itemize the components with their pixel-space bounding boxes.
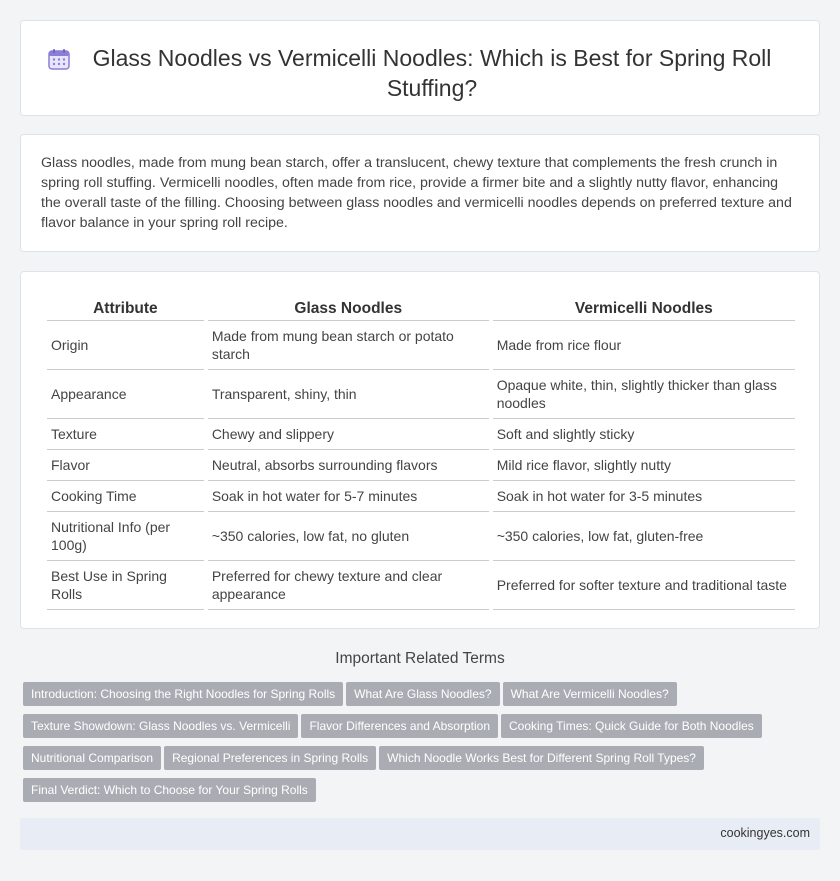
related-term-tag[interactable]: What Are Glass Noodles? [346,682,499,706]
page-title: Glass Noodles vs Vermicelli Noodles: Which is Best for Spring Roll Stuffing? [92,45,772,101]
attribute-cell: Origin [47,321,204,370]
related-term-tag[interactable]: What Are Vermicelli Noodles? [503,682,677,706]
intro-paragraph: Glass noodles, made from mung bean starch, offer a translucent, chewy texture that complements the fresh crunch in spring roll stuffing. Vermicelli noodles, often made from rice, provide a firmer bite and a slightly nutty flavor, enhancing the overall taste of the filling. Choosing between glass noodles and vermicelli noodles depends on preferred texture and flavor balance in your spring roll recipe. [41,155,792,231]
vermicelli-cell: Soak in hot water for 3-5 minutes [493,481,795,512]
related-term-tag[interactable]: Which Noodle Works Best for Different Spring Roll Types? [379,746,704,770]
glass-cell: Neutral, absorbs surrounding flavors [208,450,489,481]
footer-site-name[interactable]: cookingyes.com [720,826,810,840]
comparison-table [43,294,799,610]
comparison-card [20,271,820,629]
table-row [47,512,795,561]
attribute-cell: Appearance [47,370,204,419]
glass-cell: Preferred for chewy texture and clear appearance [208,561,489,610]
vermicelli-cell: Mild rice flavor, slightly nutty [493,450,795,481]
glass-cell: Transparent, shiny, thin [208,370,489,419]
related-terms-list [23,682,783,810]
related-terms-heading: Important Related Terms [335,650,505,667]
related-term-tag[interactable]: Texture Showdown: Glass Noodles vs. Vermicelli [23,714,298,738]
vermicelli-cell: Made from rice flour [493,321,795,370]
related-term-tag[interactable]: Introduction: Choosing the Right Noodles for Spring Rolls [23,682,343,706]
related-term-tag[interactable]: Nutritional Comparison [23,746,161,770]
glass-cell: Chewy and slippery [208,419,489,450]
glass-cell: Made from mung bean starch or potato starch [208,321,489,370]
attribute-cell: Flavor [47,450,204,481]
vermicelli-cell: Opaque white, thin, slightly thicker than glass noodles [493,370,795,419]
intro-card [20,134,820,252]
table-row [47,450,795,481]
related-term-tag[interactable]: Flavor Differences and Absorption [301,714,498,738]
table-row [47,481,795,512]
attribute-cell: Best Use in Spring Rolls [47,561,204,610]
table-row [47,419,795,450]
vermicelli-cell: Soft and slightly sticky [493,419,795,450]
related-term-tag[interactable]: Final Verdict: Which to Choose for Your Spring Rolls [23,778,316,802]
table-row [47,370,795,419]
attribute-cell: Nutritional Info (per 100g) [47,512,204,561]
vermicelli-cell: Preferred for softer texture and traditional taste [493,561,795,610]
header-glass-noodles: Glass Noodles [208,294,489,321]
related-term-tag[interactable]: Cooking Times: Quick Guide for Both Noodles [501,714,762,738]
glass-cell: Soak in hot water for 5-7 minutes [208,481,489,512]
glass-cell: ~350 calories, low fat, no gluten [208,512,489,561]
attribute-cell: Cooking Time [47,481,204,512]
attribute-cell: Texture [47,419,204,450]
table-row [47,321,795,370]
table-header-row [47,294,795,321]
table-row [47,561,795,610]
header-vermicelli-noodles: Vermicelli Noodles [493,294,795,321]
title-card [20,20,820,116]
related-term-tag[interactable]: Regional Preferences in Spring Rolls [164,746,376,770]
header-attribute: Attribute [47,294,204,321]
vermicelli-cell: ~350 calories, low fat, gluten-free [493,512,795,561]
footer [20,818,820,850]
